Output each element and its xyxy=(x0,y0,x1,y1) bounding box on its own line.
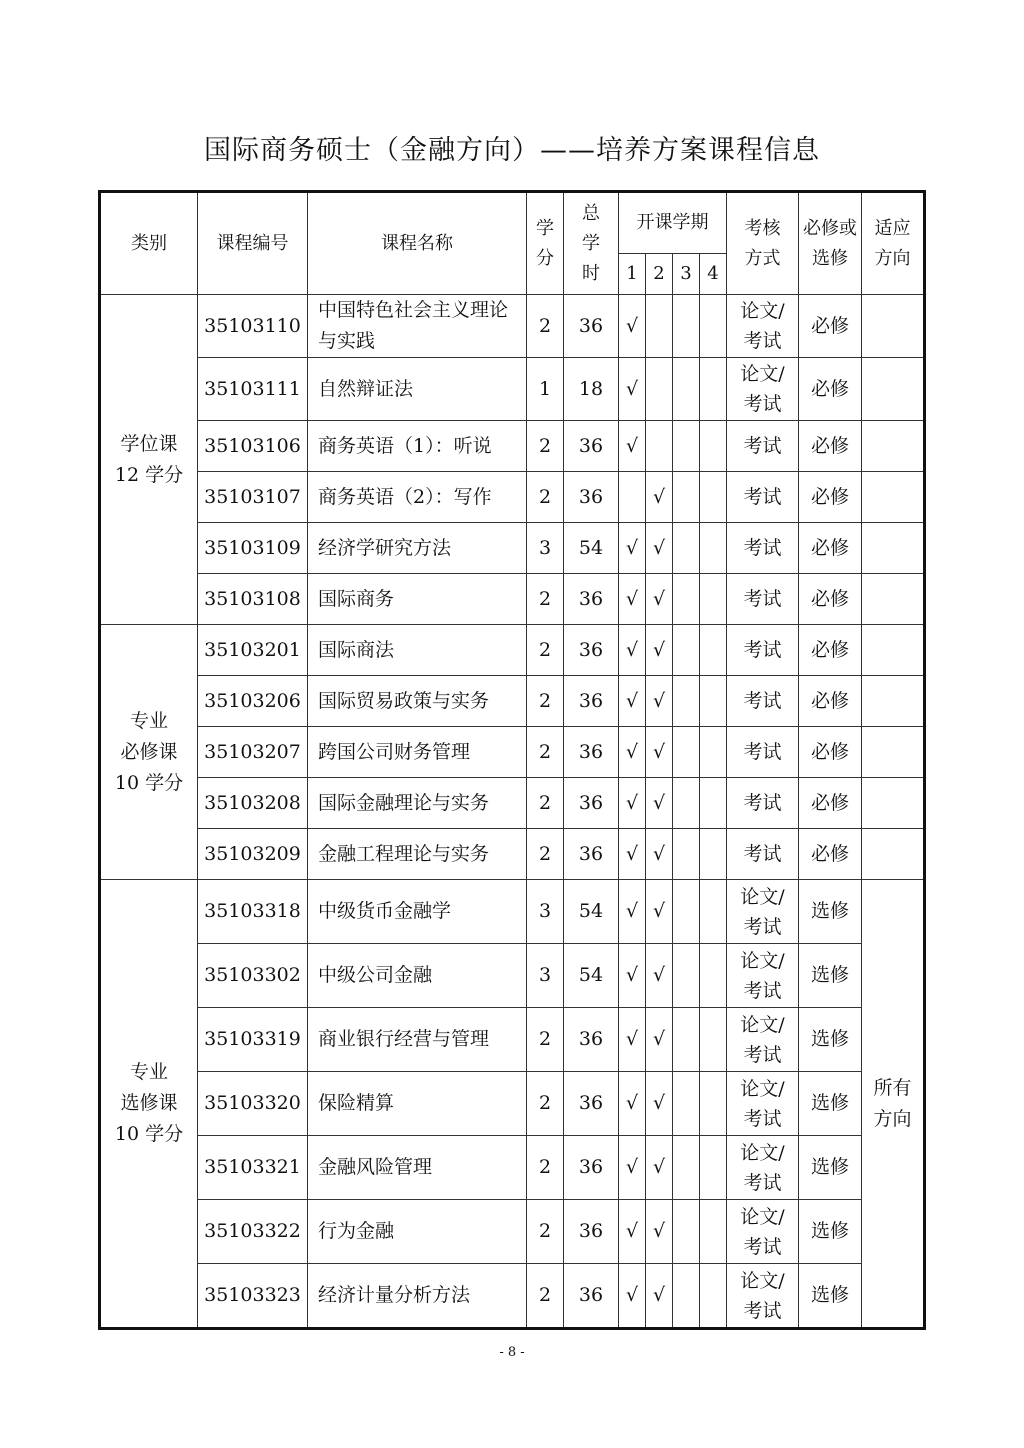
course-code: 35103319 xyxy=(198,1008,308,1072)
table-row xyxy=(100,1264,925,1329)
course-code: 35103109 xyxy=(198,523,308,574)
semester-3-check xyxy=(673,1200,700,1264)
table-row xyxy=(100,727,925,778)
course-code: 35103302 xyxy=(198,944,308,1008)
header-code: 课程编号 xyxy=(198,192,308,295)
table-row xyxy=(100,574,925,625)
semester-1-check: √ xyxy=(619,625,646,676)
course-hours: 36 xyxy=(564,472,619,523)
table-row xyxy=(100,295,925,358)
course-hours: 36 xyxy=(564,421,619,472)
course-hours: 36 xyxy=(564,295,619,358)
required-or-elective: 必修 xyxy=(799,778,862,829)
table-row xyxy=(100,1072,925,1136)
course-name: 中级公司金融 xyxy=(308,944,527,1008)
required-or-elective: 必修 xyxy=(799,625,862,676)
course-name: 跨国公司财务管理 xyxy=(308,727,527,778)
header-required: 必修或 选修 xyxy=(799,192,862,295)
semester-3-check xyxy=(673,829,700,880)
semester-1-check: √ xyxy=(619,1008,646,1072)
semester-2-check: √ xyxy=(646,625,673,676)
required-or-elective: 选修 xyxy=(799,1072,862,1136)
direction-cell xyxy=(862,829,925,880)
required-or-elective: 选修 xyxy=(799,1008,862,1072)
table-row xyxy=(100,1008,925,1072)
course-hours: 54 xyxy=(564,523,619,574)
semester-1-check: √ xyxy=(619,829,646,880)
semester-3-check xyxy=(673,523,700,574)
course-code: 35103207 xyxy=(198,727,308,778)
course-name: 商务英语（1）：听说 xyxy=(308,421,527,472)
semester-3-check xyxy=(673,880,700,944)
semester-2-check: √ xyxy=(646,880,673,944)
category-degree: 学位课 12 学分 xyxy=(100,295,198,625)
required-or-elective: 必修 xyxy=(799,358,862,421)
category-major-elective: 专业 选修课 10 学分 xyxy=(100,880,198,1329)
direction-cell xyxy=(862,358,925,421)
table-row xyxy=(100,778,925,829)
semester-1-check: √ xyxy=(619,727,646,778)
semester-3-check xyxy=(673,1136,700,1200)
direction-all: 所有 方向 xyxy=(862,880,925,1329)
course-code: 35103209 xyxy=(198,829,308,880)
header-sem-1: 1 xyxy=(619,254,646,295)
assessment-method: 考试 xyxy=(727,676,799,727)
table-row xyxy=(100,880,925,944)
course-code: 35103322 xyxy=(198,1200,308,1264)
required-or-elective: 选修 xyxy=(799,1200,862,1264)
course-hours: 54 xyxy=(564,944,619,1008)
required-or-elective: 选修 xyxy=(799,880,862,944)
assessment-method: 考试 xyxy=(727,625,799,676)
semester-2-check: √ xyxy=(646,1136,673,1200)
course-credit: 3 xyxy=(527,523,564,574)
assessment-method: 论文/ 考试 xyxy=(727,295,799,358)
required-or-elective: 必修 xyxy=(799,472,862,523)
semester-4-check xyxy=(700,829,727,880)
course-hours: 36 xyxy=(564,1264,619,1329)
course-credit: 2 xyxy=(527,1008,564,1072)
direction-cell xyxy=(862,727,925,778)
course-hours: 54 xyxy=(564,880,619,944)
semester-4-check xyxy=(700,472,727,523)
semester-2-check: √ xyxy=(646,1072,673,1136)
table-row xyxy=(100,829,925,880)
header-hours: 总 学 时 xyxy=(564,192,619,295)
header-category: 类别 xyxy=(100,192,198,295)
semester-3-check xyxy=(673,1008,700,1072)
direction-cell xyxy=(862,421,925,472)
assessment-method: 考试 xyxy=(727,778,799,829)
required-or-elective: 必修 xyxy=(799,421,862,472)
course-credit: 2 xyxy=(527,1136,564,1200)
semester-2-check: √ xyxy=(646,778,673,829)
semester-3-check xyxy=(673,574,700,625)
semester-2-check: √ xyxy=(646,574,673,625)
course-table xyxy=(98,190,926,1330)
course-name: 国际商法 xyxy=(308,625,527,676)
course-code: 35103108 xyxy=(198,574,308,625)
semester-3-check xyxy=(673,358,700,421)
course-hours: 36 xyxy=(564,829,619,880)
table-row xyxy=(100,676,925,727)
semester-2-check: √ xyxy=(646,676,673,727)
course-hours: 36 xyxy=(564,1008,619,1072)
direction-cell xyxy=(862,523,925,574)
semester-4-check xyxy=(700,1264,727,1329)
course-credit: 1 xyxy=(527,358,564,421)
course-name: 自然辩证法 xyxy=(308,358,527,421)
assessment-method: 考试 xyxy=(727,523,799,574)
course-name: 商业银行经营与管理 xyxy=(308,1008,527,1072)
header-sem-2: 2 xyxy=(646,254,673,295)
course-code: 35103206 xyxy=(198,676,308,727)
required-or-elective: 选修 xyxy=(799,1136,862,1200)
course-code: 35103107 xyxy=(198,472,308,523)
course-name: 经济学研究方法 xyxy=(308,523,527,574)
header-assessment: 考核 方式 xyxy=(727,192,799,295)
semester-4-check xyxy=(700,358,727,421)
course-credit: 2 xyxy=(527,295,564,358)
course-name: 国际金融理论与实务 xyxy=(308,778,527,829)
table-row xyxy=(100,1136,925,1200)
semester-4-check xyxy=(700,574,727,625)
semester-4-check xyxy=(700,421,727,472)
course-name: 国际商务 xyxy=(308,574,527,625)
header-sem-4: 4 xyxy=(700,254,727,295)
table-row xyxy=(100,1200,925,1264)
direction-cell xyxy=(862,472,925,523)
semester-2-check: √ xyxy=(646,829,673,880)
semester-1-check: √ xyxy=(619,523,646,574)
direction-cell xyxy=(862,295,925,358)
course-name: 国际贸易政策与实务 xyxy=(308,676,527,727)
direction-cell xyxy=(862,625,925,676)
semester-2-check: √ xyxy=(646,727,673,778)
semester-3-check xyxy=(673,1072,700,1136)
semester-1-check: √ xyxy=(619,1072,646,1136)
assessment-method: 论文/ 考试 xyxy=(727,1264,799,1329)
course-credit: 3 xyxy=(527,880,564,944)
semester-4-check xyxy=(700,1008,727,1072)
table-row xyxy=(100,358,925,421)
course-credit: 2 xyxy=(527,829,564,880)
course-hours: 36 xyxy=(564,625,619,676)
assessment-method: 考试 xyxy=(727,574,799,625)
page-number: - 8 - xyxy=(499,1345,525,1360)
semester-3-check xyxy=(673,472,700,523)
course-credit: 2 xyxy=(527,472,564,523)
semester-2-check: √ xyxy=(646,523,673,574)
required-or-elective: 必修 xyxy=(799,295,862,358)
course-code: 35103111 xyxy=(198,358,308,421)
assessment-method: 考试 xyxy=(727,727,799,778)
header-sem-3: 3 xyxy=(673,254,700,295)
semester-1-check: √ xyxy=(619,574,646,625)
table-row xyxy=(100,421,925,472)
course-code: 35103321 xyxy=(198,1136,308,1200)
direction-cell xyxy=(862,778,925,829)
required-or-elective: 必修 xyxy=(799,574,862,625)
page-title: 国际商务硕士（金融方向）——培养方案课程信息 xyxy=(204,135,820,166)
course-hours: 36 xyxy=(564,574,619,625)
course-hours: 36 xyxy=(564,1136,619,1200)
semester-2-check: √ xyxy=(646,1264,673,1329)
course-code: 35103208 xyxy=(198,778,308,829)
semester-3-check xyxy=(673,625,700,676)
semester-4-check xyxy=(700,944,727,1008)
course-credit: 2 xyxy=(527,1200,564,1264)
course-code: 35103201 xyxy=(198,625,308,676)
semester-4-check xyxy=(700,778,727,829)
semester-3-check xyxy=(673,944,700,1008)
course-credit: 3 xyxy=(527,944,564,1008)
semester-1-check: √ xyxy=(619,1136,646,1200)
course-name: 中级货币金融学 xyxy=(308,880,527,944)
course-hours: 36 xyxy=(564,778,619,829)
course-credit: 2 xyxy=(527,727,564,778)
semester-4-check xyxy=(700,1200,727,1264)
course-credit: 2 xyxy=(527,574,564,625)
semester-1-check: √ xyxy=(619,944,646,1008)
header-credit: 学 分 xyxy=(527,192,564,295)
course-credit: 2 xyxy=(527,778,564,829)
assessment-method: 论文/ 考试 xyxy=(727,1008,799,1072)
course-name: 中国特色社会主义理论与实践 xyxy=(308,295,527,358)
required-or-elective: 选修 xyxy=(799,944,862,1008)
semester-1-check: √ xyxy=(619,880,646,944)
table-row xyxy=(100,472,925,523)
semester-4-check xyxy=(700,676,727,727)
course-credit: 2 xyxy=(527,1264,564,1329)
course-hours: 36 xyxy=(564,1072,619,1136)
header-name: 课程名称 xyxy=(308,192,527,295)
assessment-method: 论文/ 考试 xyxy=(727,1072,799,1136)
assessment-method: 考试 xyxy=(727,829,799,880)
table-row xyxy=(100,625,925,676)
assessment-method: 考试 xyxy=(727,472,799,523)
semester-1-check: √ xyxy=(619,358,646,421)
table-row xyxy=(100,944,925,1008)
direction-cell xyxy=(862,676,925,727)
semester-2-check xyxy=(646,358,673,421)
assessment-method: 论文/ 考试 xyxy=(727,944,799,1008)
direction-cell xyxy=(862,574,925,625)
semester-4-check xyxy=(700,727,727,778)
semester-2-check: √ xyxy=(646,944,673,1008)
semester-4-check xyxy=(700,880,727,944)
course-credit: 2 xyxy=(527,676,564,727)
semester-2-check xyxy=(646,421,673,472)
course-name: 经济计量分析方法 xyxy=(308,1264,527,1329)
semester-2-check: √ xyxy=(646,1008,673,1072)
course-code: 35103106 xyxy=(198,421,308,472)
required-or-elective: 必修 xyxy=(799,829,862,880)
course-name: 行为金融 xyxy=(308,1200,527,1264)
required-or-elective: 必修 xyxy=(799,523,862,574)
semester-3-check xyxy=(673,421,700,472)
course-hours: 36 xyxy=(564,727,619,778)
header-direction: 适应 方向 xyxy=(862,192,925,295)
semester-1-check: √ xyxy=(619,778,646,829)
semester-3-check xyxy=(673,1264,700,1329)
semester-4-check xyxy=(700,1072,727,1136)
required-or-elective: 必修 xyxy=(799,727,862,778)
course-name: 商务英语（2）：写作 xyxy=(308,472,527,523)
semester-1-check: √ xyxy=(619,1200,646,1264)
course-name: 保险精算 xyxy=(308,1072,527,1136)
course-code: 35103320 xyxy=(198,1072,308,1136)
course-code: 35103110 xyxy=(198,295,308,358)
assessment-method: 论文/ 考试 xyxy=(727,1136,799,1200)
course-credit: 2 xyxy=(527,1072,564,1136)
semester-4-check xyxy=(700,1136,727,1200)
semester-2-check: √ xyxy=(646,472,673,523)
header-semester: 开课学期 xyxy=(619,192,727,254)
course-credit: 2 xyxy=(527,625,564,676)
course-credit: 2 xyxy=(527,421,564,472)
semester-1-check: √ xyxy=(619,1264,646,1329)
course-code: 35103323 xyxy=(198,1264,308,1329)
required-or-elective: 必修 xyxy=(799,676,862,727)
assessment-method: 论文/ 考试 xyxy=(727,358,799,421)
assessment-method: 论文/ 考试 xyxy=(727,880,799,944)
semester-2-check: √ xyxy=(646,1200,673,1264)
semester-2-check xyxy=(646,295,673,358)
semester-4-check xyxy=(700,295,727,358)
semester-1-check: √ xyxy=(619,295,646,358)
semester-4-check xyxy=(700,625,727,676)
course-code: 35103318 xyxy=(198,880,308,944)
category-major-required: 专业 必修课 10 学分 xyxy=(100,625,198,880)
semester-3-check xyxy=(673,676,700,727)
semester-1-check: √ xyxy=(619,676,646,727)
semester-4-check xyxy=(700,523,727,574)
semester-1-check: √ xyxy=(619,421,646,472)
assessment-method: 论文/ 考试 xyxy=(727,1200,799,1264)
semester-1-check xyxy=(619,472,646,523)
table-body xyxy=(100,295,925,1329)
semester-3-check xyxy=(673,295,700,358)
assessment-method: 考试 xyxy=(727,421,799,472)
table-row xyxy=(100,523,925,574)
course-hours: 36 xyxy=(564,1200,619,1264)
course-name: 金融工程理论与实务 xyxy=(308,829,527,880)
course-name: 金融风险管理 xyxy=(308,1136,527,1200)
semester-3-check xyxy=(673,778,700,829)
semester-3-check xyxy=(673,727,700,778)
required-or-elective: 选修 xyxy=(799,1264,862,1329)
course-hours: 36 xyxy=(564,676,619,727)
course-hours: 18 xyxy=(564,358,619,421)
